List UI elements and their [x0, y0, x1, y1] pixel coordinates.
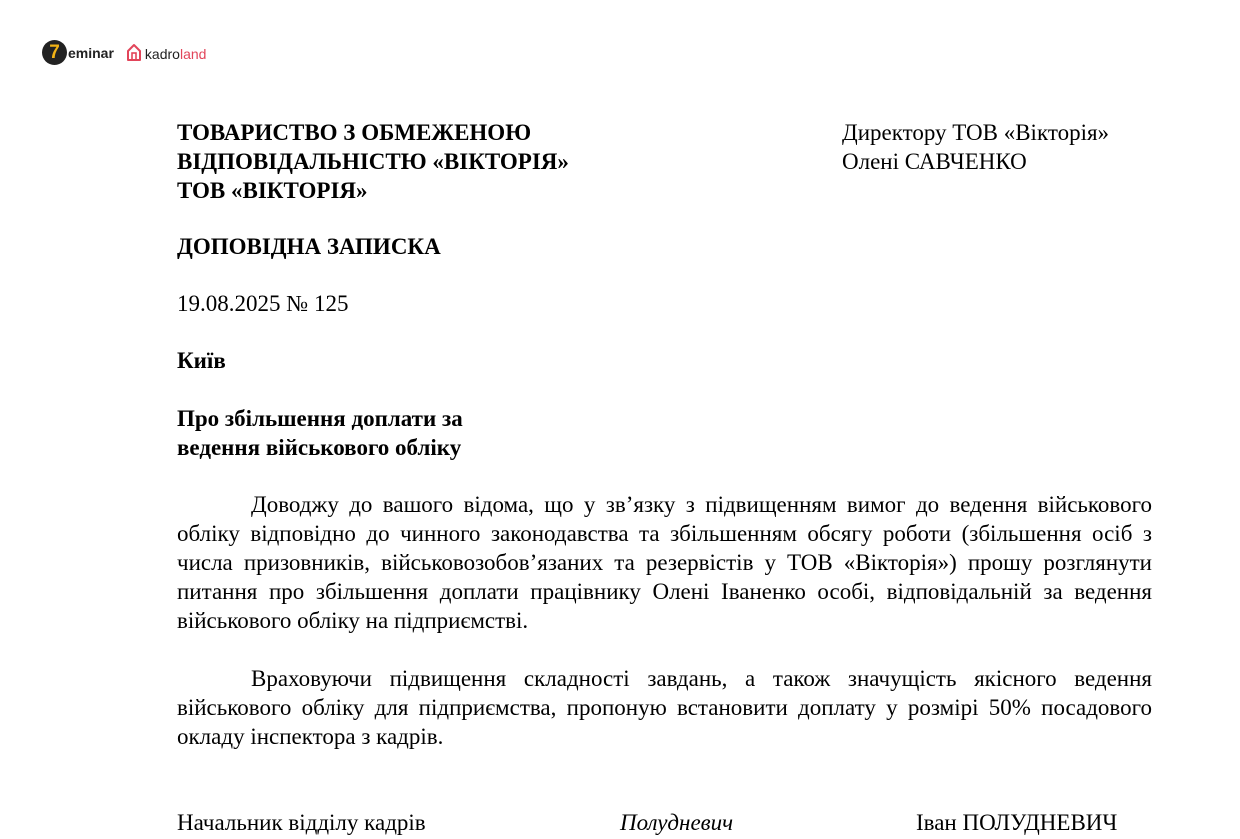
- kadroland-logo: [126, 43, 207, 62]
- kadroland-logo-text-main: kadro: [144, 46, 180, 62]
- organization-line: ТОВ «ВІКТОРІЯ»: [177, 178, 368, 203]
- addressee-line: Олені САВЧЕНКО: [842, 149, 1027, 174]
- body-paragraph-2: Враховуючи підвищення складності завдань, а також значущість якісного ведення військового обліку для підприємства, пропоную встановити доплату у розмірі 50% посадового окладу інспектора з кадрів.: [177, 666, 1152, 749]
- organization-line: ВІДПОВІДАЛЬНІСТЮ «ВІКТОРІЯ»: [177, 149, 569, 174]
- document-type: ДОПОВІДНА ЗАПИСКА: [177, 234, 441, 259]
- kadroland-logo-text-accent: land: [179, 46, 207, 62]
- kadroland-logo-text: [145, 46, 207, 62]
- seminar-logo: [42, 40, 114, 65]
- subject-line: Про збільшення доплати за: [177, 406, 463, 431]
- document-city: Київ: [177, 348, 226, 373]
- seminar-logo-badge: 7: [42, 40, 67, 65]
- header-logos: [42, 40, 206, 65]
- handwritten-signature: Полудневич: [620, 810, 734, 835]
- signer-position: Начальник відділу кадрів: [177, 810, 426, 835]
- organization-line: ТОВАРИСТВО З ОБМЕЖЕНОЮ: [177, 120, 532, 145]
- body-paragraph-1: Доводжу до вашого відома, що у зв’язку з підвищенням вимог до ведення військового обліку відповідно до чинного законодавства та збільшенням обсягу роботи (збільшення осіб з числа призовників, військовозобов’язаних та резервістів у ТОВ «Вікторія») прошу розглянути питання про збільшення доплати працівнику Олені Іваненко особі, відповідальній за ведення військового обліку на підприємстві.: [177, 492, 1152, 633]
- addressee-line: Директору ТОВ «Вікторія»: [842, 120, 1110, 145]
- house-icon: [126, 43, 142, 62]
- organization-name: [177, 118, 569, 205]
- subject-line: ведення військового обліку: [177, 435, 462, 460]
- document-subject: [177, 404, 463, 462]
- seminar-logo-text: eminar: [68, 44, 114, 61]
- addressee-block: [842, 118, 1109, 176]
- document-date-number: 19.08.2025 № 125: [177, 291, 349, 316]
- signer-name: Іван ПОЛУДНЕВИЧ: [916, 810, 1118, 835]
